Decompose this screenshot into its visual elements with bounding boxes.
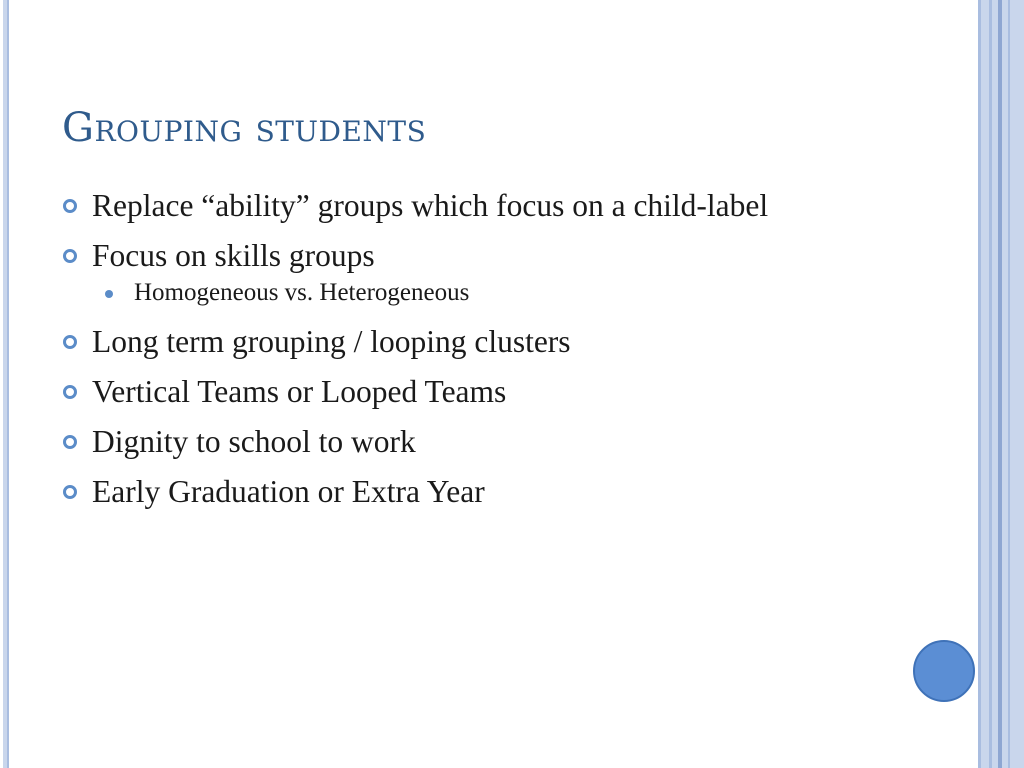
ring-bullet-icon [63, 199, 77, 213]
left-border-stripes [0, 0, 12, 768]
bullet-item [62, 422, 852, 462]
ring-bullet-icon [63, 385, 77, 399]
ring-bullet-icon [63, 335, 77, 349]
left-stripe [7, 0, 9, 768]
bullet-item [62, 372, 852, 412]
circle-decoration-icon [913, 640, 975, 702]
right-stripe [981, 0, 989, 768]
bullet-text: Focus on skills groups [92, 238, 375, 273]
slide-title: Grouping students [62, 105, 427, 151]
right-border-stripes [978, 0, 1024, 768]
ring-bullet-icon [63, 249, 77, 263]
sub-bullet-item [62, 276, 852, 310]
ring-bullet-icon [63, 485, 77, 499]
ring-bullet-icon [63, 435, 77, 449]
bullet-text: Early Graduation or Extra Year [92, 474, 485, 509]
bullet-text: Long term grouping / looping clusters [92, 324, 571, 359]
right-stripe [1010, 0, 1024, 768]
bullet-text: Dignity to school to work [92, 424, 416, 459]
bullet-item [62, 322, 852, 362]
dot-bullet-icon [105, 290, 113, 298]
bullet-list [62, 186, 852, 522]
sub-bullet-text: Homogeneous vs. Heterogeneous [134, 279, 470, 306]
bullet-item [62, 236, 852, 276]
bullet-item [62, 186, 852, 226]
bullet-item [62, 472, 852, 512]
bullet-text: Replace “ability” groups which focus on a child-label [92, 188, 769, 223]
bullet-text: Vertical Teams or Looped Teams [92, 374, 507, 409]
